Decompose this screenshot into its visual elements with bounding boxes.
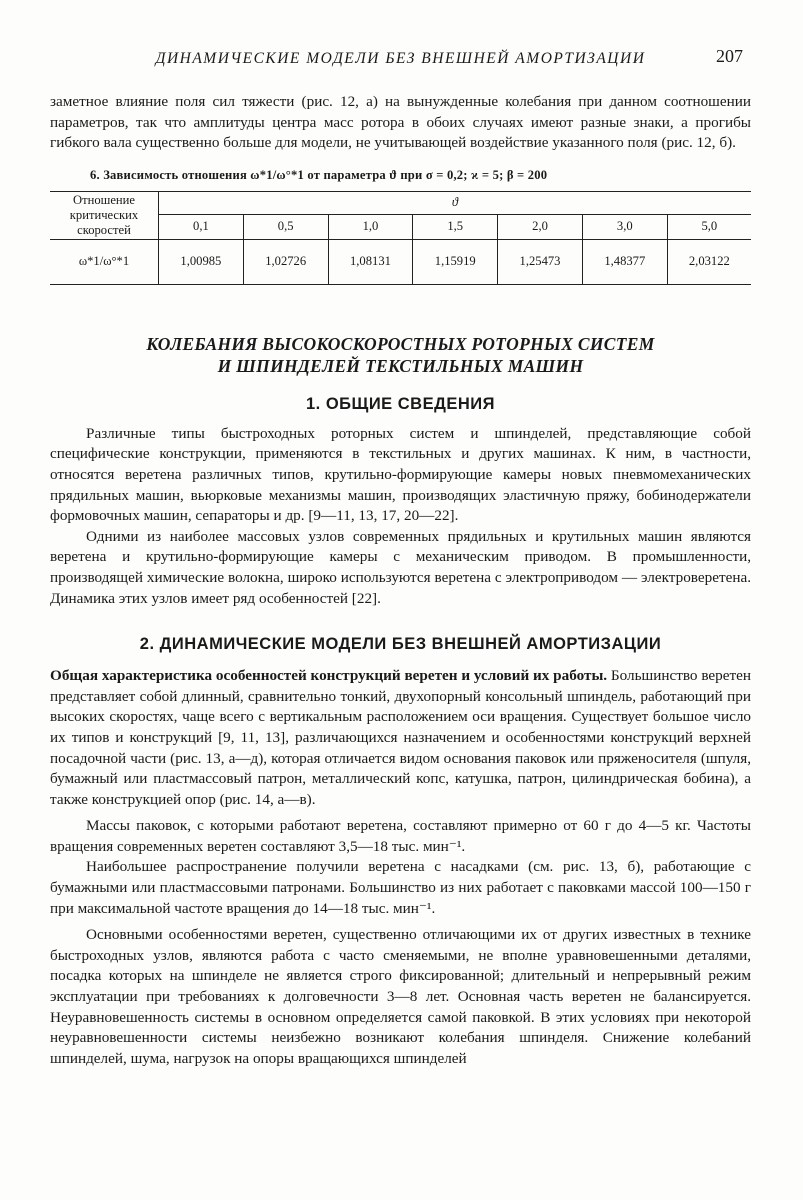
table-caption-text: 6. Зависимость отношения ω*1/ω°*1 от параметра ϑ при σ = 0,2; ϰ = 5; β = 200 xyxy=(90,167,548,182)
table-cell: 1,48377 xyxy=(582,239,667,284)
table-caption xyxy=(90,168,751,183)
column-header: 0,5 xyxy=(243,214,328,239)
table-cell: 1,08131 xyxy=(328,239,413,284)
param-header-cell: ϑ xyxy=(159,191,752,214)
subsection-2-heading: 2. ДИНАМИЧЕСКИЕ МОДЕЛИ БЕЗ ВНЕШНЕЙ АМОРТИЗАЦИИ xyxy=(139,635,662,654)
running-head xyxy=(50,46,751,74)
subsection-1-heading: 1. ОБЩИЕ СВЕДЕНИЯ xyxy=(305,394,496,413)
subsection-1-paragraph-2: Одними из наиболее массовых узлов современных прядильных и крутильных машин являются веретена и крутильно-формирующие камеры с механическим приводом. В промышленности, производящей химические волокна, широко используются веретена с электроприводом — электроверетена. Динамика этих узлов имеет ряд особенностей [22]. xyxy=(50,527,751,607)
column-header: 2,0 xyxy=(498,214,583,239)
column-header: 5,0 xyxy=(667,214,751,239)
subsection-2-paragraph-1 xyxy=(50,666,751,810)
table-header-row xyxy=(50,191,751,214)
subsection-2-paragraph-1-text: Большинство веретен представляет собой длинный, сравнительно тонкий, двухопорный консольный шпиндель, работающий при высоких скоростях, чаще всего с вертикальным расположением оси вращения. Существует большое число их типов и конструкций [9, 11, 13], различающихся назначением и особенностями конструкций верхней посадочной части (рис. 13, а—д), которая отличается видом основания паковок или пряженосителя (шпуля, бумажный или пластмассовый патрон, металлический копс, катушка, патрон, цилиндрическая бобина), а также конструкцией опор (рис. 14, а—в). xyxy=(50,667,751,808)
column-header: 0,1 xyxy=(159,214,244,239)
intro-paragraph: заметное влияние поля сил тяжести (рис. 12, а) на вынужденные колебания при данном соотношении параметров, так что амплитуды центра масс ротора в обоих случаях имеют разные знаки, а прогибы гибкого вала существенно больше для модели, не учитывающей воздействие указанного поля (рис. 12, б). xyxy=(50,93,751,152)
table-cell: 1,02726 xyxy=(243,239,328,284)
row-label-cell: ω*1/ω°*1 xyxy=(50,239,159,284)
row-header-cell: Отношение критических скоростей xyxy=(50,191,159,239)
column-header: 3,0 xyxy=(582,214,667,239)
column-header: 1,0 xyxy=(328,214,413,239)
section-title xyxy=(50,333,751,377)
table-cell: 1,15919 xyxy=(413,239,498,284)
runin-heading: Общая характеристика особенностей конструкций веретен и условий их работы. xyxy=(50,667,608,685)
subsection-1-paragraph-1: Различные типы быстроходных роторных систем и шпинделей, представляющие собой специфические конструкции, применяются в текстильных и других машинах. К ним, в частности, относятся веретена различных типов, крутильно-формирующие камеры новых пневмомеханических прядильных машин, вьюрковые механизмы машин, производящих эластичную пряжу, бобинодержатели формовочных машин, сепараторы и др. [9—11, 13, 17, 20—22]. xyxy=(50,424,751,525)
subsection-2-paragraph-4: Основными особенностями веретен, существенно отличающими их от других известных в технике быстроходных узлов, являются работа с часто сменяемыми, не вполне уравновешенными деталями, посадка которых на шпинделе не является строго фиксированной; длительный и непрерывный режим эксплуатации при требованиях к долговечности 3—8 лет. Основная часть веретен не балансируется. Неуравновешенность системы в основном определяется самой паковкой. В этих условиях при некоторой неуравновешенности системы неизбежно возникают колебания шпинделя. Снижение колебаний шпинделей, шума, нагрузок на опоры вращающихся шпинделей xyxy=(50,926,751,1067)
subsection-2-paragraph-2: Массы паковок, с которыми работают веретена, составляют примерно от 60 г до 4—5 кг. Частоты вращения современных веретен составляют 3,5—18 тыс. мин⁻¹. xyxy=(50,817,751,855)
running-head-title: ДИНАМИЧЕСКИЕ МОДЕЛИ БЕЗ ВНЕШНЕЙ АМОРТИЗАЦИИ xyxy=(155,50,646,67)
section-title-line-1: КОЛЕБАНИЯ ВЫСОКОСКОРОСТНЫХ РОТОРНЫХ СИСТЕМ xyxy=(146,333,655,354)
page-number: 207 xyxy=(716,46,743,66)
body xyxy=(50,92,751,1069)
table-cell: 1,25473 xyxy=(498,239,583,284)
section-title-line-2: И ШПИНДЕЛЕЙ ТЕКСТИЛЬНЫХ МАШИН xyxy=(217,355,584,376)
table-row xyxy=(50,239,751,284)
table-cell: 1,00985 xyxy=(159,239,244,284)
table-cell: 2,03122 xyxy=(667,239,751,284)
subsection-2-paragraph-3: Наибольшее распространение получили веретена с насадками (см. рис. 13, б), работающие с бумажными или пластмассовыми патронами. Большинство из них работает с паковками массой 100—150 г при максимальной частоте вращения до 14—18 тыс. мин⁻¹. xyxy=(50,858,751,917)
column-header: 1,5 xyxy=(413,214,498,239)
data-table xyxy=(50,191,751,285)
